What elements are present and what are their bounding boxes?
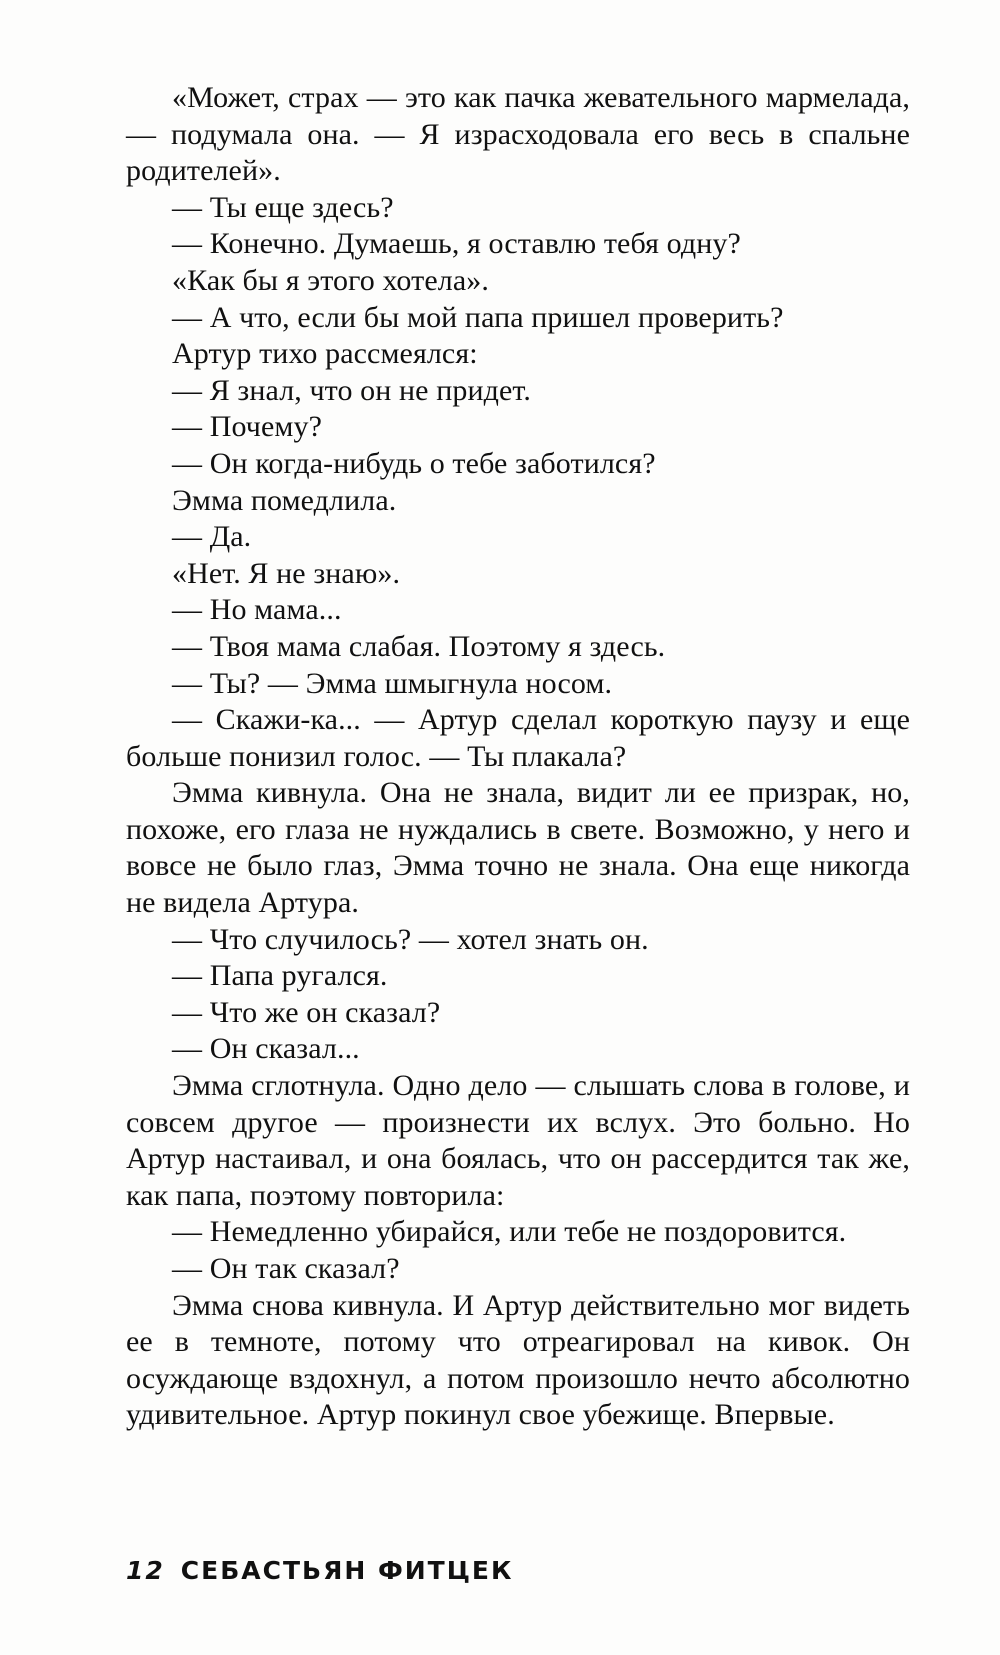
body-text (126, 80, 910, 1434)
paragraph: — Немедленно убирайся, или тебе не поздоровится. (172, 1215, 847, 1249)
paragraph: Артур тихо рассмеялся: (172, 337, 478, 371)
paragraph: — Я знал, что он не придет. (172, 373, 531, 407)
paragraph: — Ты? — Эмма шмыгнула носом. (172, 666, 613, 700)
paragraph: — Конечно. Думаешь, я оставлю тебя одну? (172, 227, 741, 261)
paragraph: Эмма снова кивнула. И Артур действительно мог видеть ее в темноте, потому что отреагировал на кивок. Он осуждающе вздохнул, а потом произошло нечто абсолютно удивительное. Артур покинул свое убежище. Впервые. (126, 1288, 910, 1432)
paragraph: — Что же он сказал? (172, 995, 441, 1029)
paragraph: — Почему? (172, 410, 322, 444)
paragraph: — Твоя мама слабая. Поэтому я здесь. (172, 629, 666, 663)
paragraph: — А что, если бы мой папа пришел проверить? (172, 300, 784, 334)
paragraph: — Он сказал... (172, 1032, 360, 1066)
running-title: СЕБАСТЬЯН ФИТЦЕК (180, 1556, 514, 1585)
paragraph: — Да. (172, 520, 252, 554)
paragraph: «Как бы я этого хотела». (172, 263, 489, 297)
page-number: 12 (126, 1556, 165, 1585)
paragraph: — Он когда-нибудь о тебе заботился? (172, 446, 656, 480)
paragraph: Эмма сглотнула. Одно дело — слышать слова в голове, и совсем другое — произнести их вслух. Это больно. Но Артур настаивал, и она боялась, что он рассердится так же, как папа, поэтому повторила: (126, 1069, 910, 1212)
paragraph: Эмма кивнула. Она не знала, видит ли ее призрак, но, похоже, его глаза не нуждались в свете. Возможно, у него и вовсе не было глаз, Эмма точно не знала. Она еще никогда не видела Артура. (126, 776, 910, 920)
page-footer (126, 1556, 513, 1585)
paragraph: — Папа ругался. (172, 959, 388, 993)
paragraph: «Нет. Я не знаю». (172, 556, 401, 590)
paragraph: — Что случилось? — хотел знать он. (172, 922, 649, 956)
paragraph: — Ты еще здесь? (172, 190, 394, 224)
paragraph: — Но мама... (172, 593, 342, 627)
paragraph: Эмма помедлила. (172, 483, 397, 517)
paragraph: — Скажи-ка... — Артур сделал короткую паузу и еще больше понизил голос. — Ты плакала? (126, 703, 910, 773)
paragraph: «Может, страх — это как пачка жевательного мармелада, — подумала она. — Я израсходовала его весь в спальне родителей». (126, 81, 910, 188)
paragraph: — Он так сказал? (172, 1252, 400, 1285)
